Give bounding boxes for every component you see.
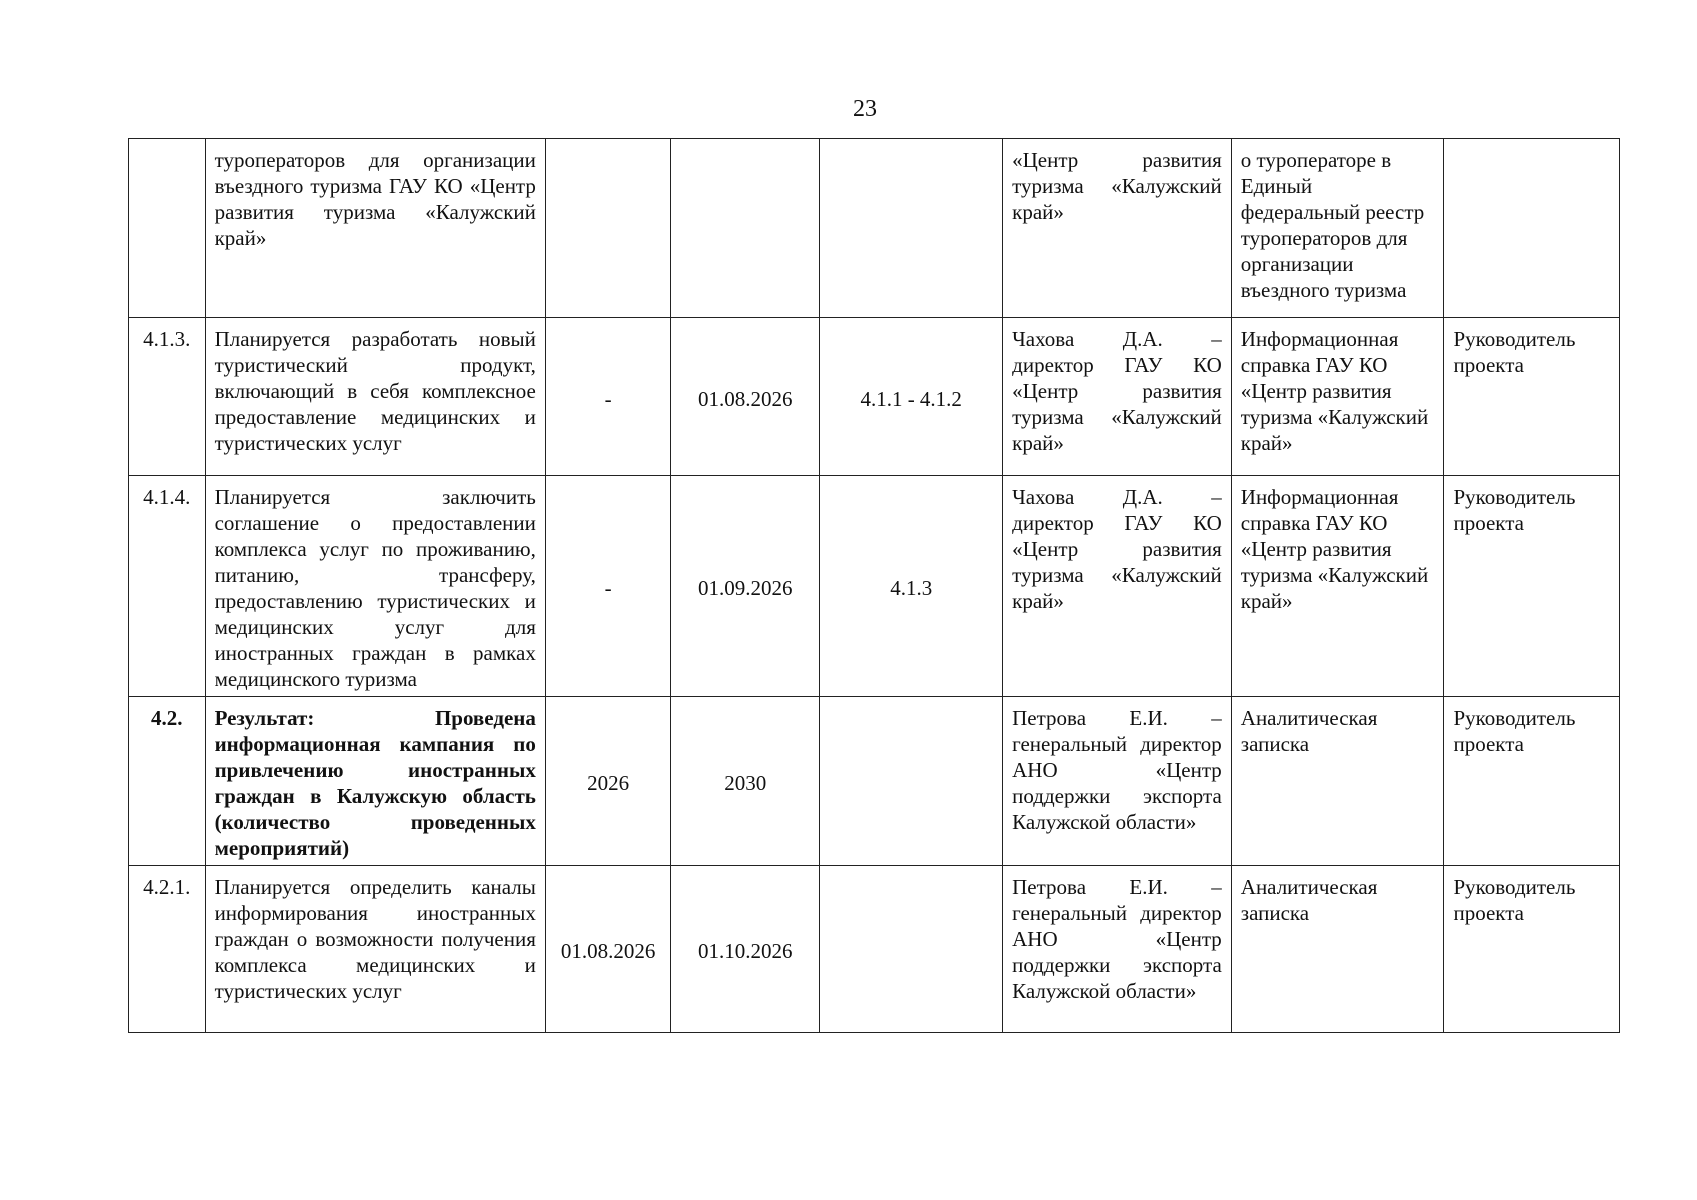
plan-table (128, 138, 1620, 1033)
row-number: 4.1.4. (129, 476, 206, 697)
row-document: Аналитическая записка (1231, 697, 1444, 866)
row-end-date: 01.08.2026 (671, 318, 820, 476)
row-start-date: 01.08.2026 (545, 866, 670, 1033)
row-responsible: Петрова Е.И. – генеральный директор АНО «Центр поддержки экспорта Калужской области» (1003, 697, 1232, 866)
row-control-level: Руководитель проекта (1444, 697, 1620, 866)
table-row (129, 866, 1620, 1033)
row-linkage (820, 697, 1003, 866)
row-control-level: Руководитель проекта (1444, 866, 1620, 1033)
row-end-date (671, 139, 820, 318)
row-linkage (820, 139, 1003, 318)
row-number: 4.2.1. (129, 866, 206, 1033)
row-start-date: - (545, 476, 670, 697)
row-description: туроператоров для организации въездного туризма ГАУ КО «Центр развития туризма «Калужский край» (205, 139, 545, 318)
row-end-date: 2030 (671, 697, 820, 866)
row-start-date: - (545, 318, 670, 476)
page-number: 23 (853, 96, 877, 122)
row-document: Информационная справка ГАУ КО «Центр развития туризма «Калужский край» (1231, 318, 1444, 476)
row-end-date: 01.09.2026 (671, 476, 820, 697)
row-number: 4.2. (129, 697, 206, 866)
row-linkage (820, 866, 1003, 1033)
row-description: Планируется разработать новый туристический продукт, включающий в себя комплексное предоставление медицинских и туристических услуг (205, 318, 545, 476)
row-description: Результат: Проведена информационная кампания по привлечению иностранных граждан в Калужскую область (количество проведенных мероприятий) (205, 697, 545, 866)
row-responsible: «Центр развития туризма «Калужский край» (1003, 139, 1232, 318)
row-responsible: Чахова Д.А. – директор ГАУ КО «Центр развития туризма «Калужский край» (1003, 318, 1232, 476)
row-description: Планируется заключить соглашение о предоставлении комплекса услуг по проживанию, питанию, трансферу, предоставлению туристических и медицинских услуг для иностранных граждан в рамках медицинского туризма (205, 476, 545, 697)
row-start-date (545, 139, 670, 318)
row-linkage: 4.1.1 - 4.1.2 (820, 318, 1003, 476)
row-description: Планируется определить каналы информирования иностранных граждан о возможности получения комплекса медицинских и туристических услуг (205, 866, 545, 1033)
row-control-level (1444, 139, 1620, 318)
row-document: Информационная справка ГАУ КО «Центр развития туризма «Калужский край» (1231, 476, 1444, 697)
row-linkage: 4.1.3 (820, 476, 1003, 697)
row-number: 4.1.3. (129, 318, 206, 476)
row-document: Аналитическая записка (1231, 866, 1444, 1033)
row-document: о туроператоре в Единый федеральный реестр туроператоров для организации въездного туризма (1231, 139, 1444, 318)
row-control-level: Руководитель проекта (1444, 318, 1620, 476)
table-row (129, 476, 1620, 697)
row-end-date: 01.10.2026 (671, 866, 820, 1033)
row-number (129, 139, 206, 318)
row-control-level: Руководитель проекта (1444, 476, 1620, 697)
row-start-date: 2026 (545, 697, 670, 866)
row-responsible: Петрова Е.И. – генеральный директор АНО «Центр поддержки экспорта Калужской области» (1003, 866, 1232, 1033)
table-row (129, 318, 1620, 476)
table-row (129, 139, 1620, 318)
row-responsible: Чахова Д.А. – директор ГАУ КО «Центр развития туризма «Калужский край» (1003, 476, 1232, 697)
table-row (129, 697, 1620, 866)
